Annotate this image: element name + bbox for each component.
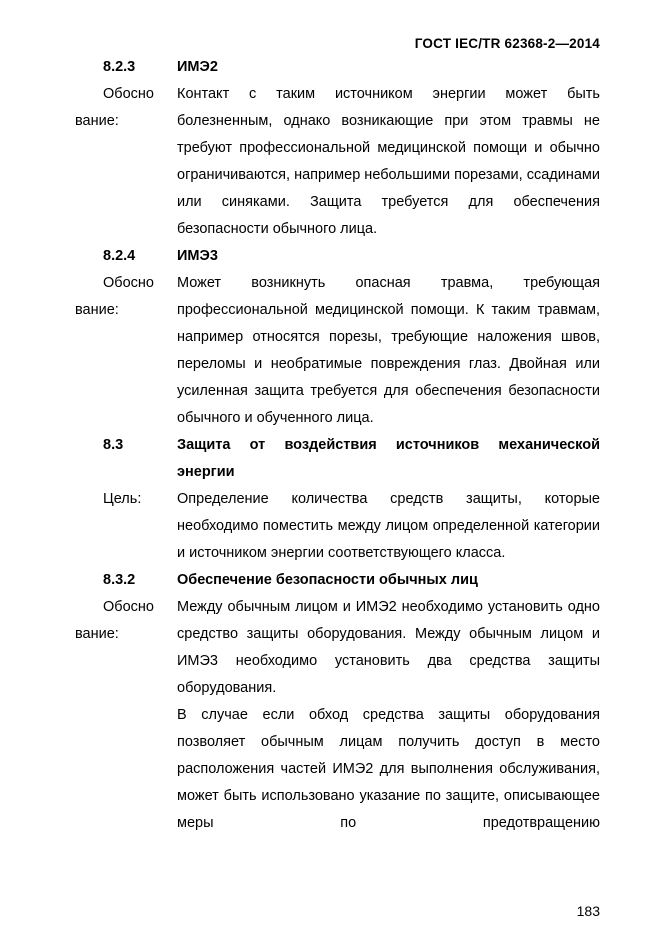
paragraph-label-cell	[75, 81, 177, 243]
section-title: ИМЭ2	[177, 59, 218, 75]
paragraph-label-line1: Цель:	[103, 491, 142, 507]
section-title: Обеспечение безопасности обычных лиц	[177, 572, 478, 588]
section-title: Защита от воздействия источников механической энергии	[177, 437, 600, 480]
section-number-cell	[75, 54, 177, 81]
section-number: 8.2.4	[103, 248, 136, 264]
paragraph-label-cell	[75, 486, 177, 567]
paragraph-label-line2: вание:	[75, 302, 119, 318]
paragraph-label-line2: вание:	[75, 626, 119, 642]
paragraph-label-line2: вание:	[75, 113, 119, 129]
paragraph-text: В случае если обход средства защиты оборудования позволяет обычным лицам получить доступ в место расположения частей ИМЭ2 для выполнения обслуживания, может быть использовано указание по защите, описывающее меры по предотвращению	[177, 707, 600, 831]
section-heading-row	[75, 54, 600, 81]
document-body	[75, 54, 600, 837]
section-number: 8.2.3	[103, 59, 136, 75]
section-number-cell	[75, 432, 177, 486]
section-heading-row	[75, 432, 600, 486]
section-number: 8.3	[103, 437, 124, 453]
standard-reference: ГОСТ IEC/TR 62368-2—2014	[414, 36, 600, 51]
page-header	[75, 36, 600, 51]
paragraph-row	[75, 702, 600, 837]
paragraph-text: Определение количества средств защиты, которые необходимо поместить между лицом определенной категории и источником энергии соответствующего класса.	[177, 491, 600, 561]
paragraph-text: Контакт с таким источником энергии может быть болезненным, однако возникающие при этом травмы не требуют профессиональной медицинской помощи и обычно ограничиваются, например небольшими порезами, ссадинами или синяками. Защита требуется для обеспечения безопасности обычного лица.	[177, 86, 600, 237]
paragraph-row	[75, 81, 600, 243]
paragraph-row	[75, 486, 600, 567]
section-heading-row	[75, 567, 600, 594]
paragraph-label-cell	[75, 702, 177, 837]
paragraph-text: Между обычным лицом и ИМЭ2 необходимо установить одно средство защиты оборудования. Между обычным лицом и ИМЭ3 необходимо установить два средства защиты оборудования.	[177, 599, 600, 696]
section-number-cell	[75, 243, 177, 270]
paragraph-label-line1: Обосно	[103, 86, 154, 102]
paragraph-text: Может возникнуть опасная травма, требующая профессиональной медицинской помощи. К таким травмам, например относятся порезы, требующие наложения швов, переломы и необратимые повреждения глаз. Двойная или усиленная защита требуется для обеспечения безопасности обычного и обученного лица.	[177, 275, 600, 426]
section-number: 8.3.2	[103, 572, 136, 588]
paragraph-label-cell	[75, 594, 177, 702]
paragraph-row	[75, 594, 600, 702]
paragraph-row	[75, 270, 600, 432]
paragraph-label-line1: Обосно	[103, 275, 154, 291]
paragraph-label-cell	[75, 270, 177, 432]
section-number-cell	[75, 567, 177, 594]
paragraph-label-line1: Обосно	[103, 599, 154, 615]
section-title: ИМЭ3	[177, 248, 218, 264]
page-number: 183	[576, 903, 600, 919]
section-heading-row	[75, 243, 600, 270]
